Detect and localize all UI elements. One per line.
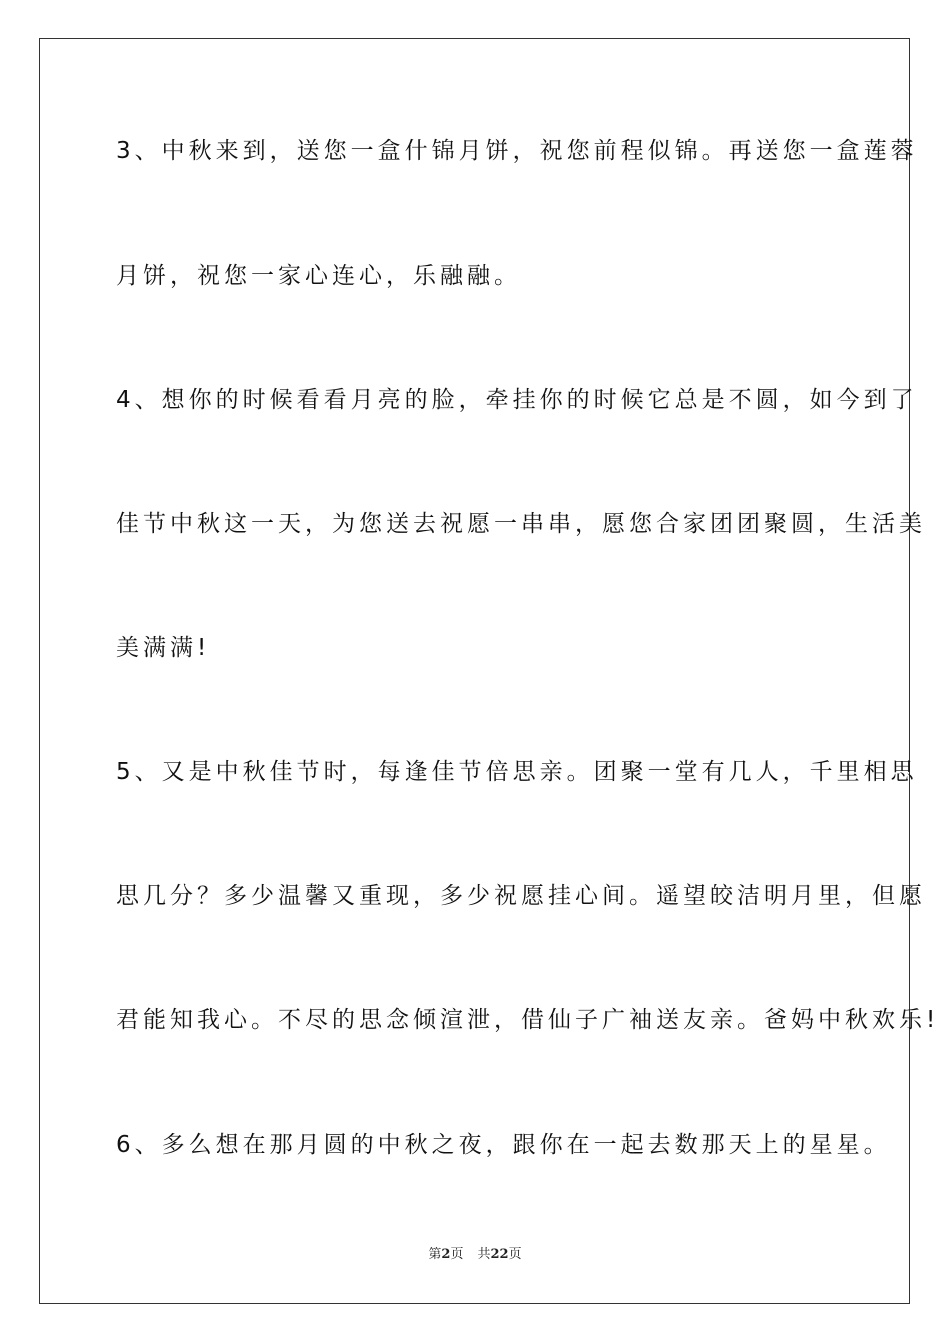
- page-number: 2: [441, 1247, 451, 1262]
- text-line: 6、多么想在那月圆的中秋之夜，跟你在一起去数那天上的星星。: [116, 1132, 891, 1158]
- page-prefix: 第: [428, 1247, 442, 1262]
- text-line: 佳节中秋这一天，为您送去祝愿一串串，愿您合家团团聚圆，生活美: [116, 511, 926, 537]
- total-pages: 22: [490, 1247, 509, 1262]
- text-line: 美满满!: [116, 635, 211, 661]
- text-line: 3、中秋来到，送您一盒什锦月饼，祝您前程似锦。再送您一盒莲蓉: [116, 138, 918, 164]
- page-suffix: 页: [450, 1247, 464, 1262]
- text-line: 月饼，祝您一家心连心，乐融融。: [116, 263, 521, 289]
- text-line: 4、想你的时候看看月亮的脸，牵挂你的时候它总是不圆，如今到了: [116, 387, 918, 413]
- text-line: 君能知我心。不尽的思念倾渲泄，借仙子广袖送友亲。爸妈中秋欢乐!: [116, 1007, 940, 1033]
- total-prefix: 共: [477, 1247, 491, 1262]
- page-footer: [0, 1246, 950, 1264]
- text-line: 5、又是中秋佳节时，每逢佳节倍思亲。团聚一堂有几人，千里相思: [116, 759, 918, 785]
- text-line: 思几分？多少温馨又重现，多少祝愿挂心间。遥望皎洁明月里，但愿: [116, 883, 926, 909]
- total-suffix: 页: [508, 1247, 522, 1262]
- page-border: [39, 38, 910, 1304]
